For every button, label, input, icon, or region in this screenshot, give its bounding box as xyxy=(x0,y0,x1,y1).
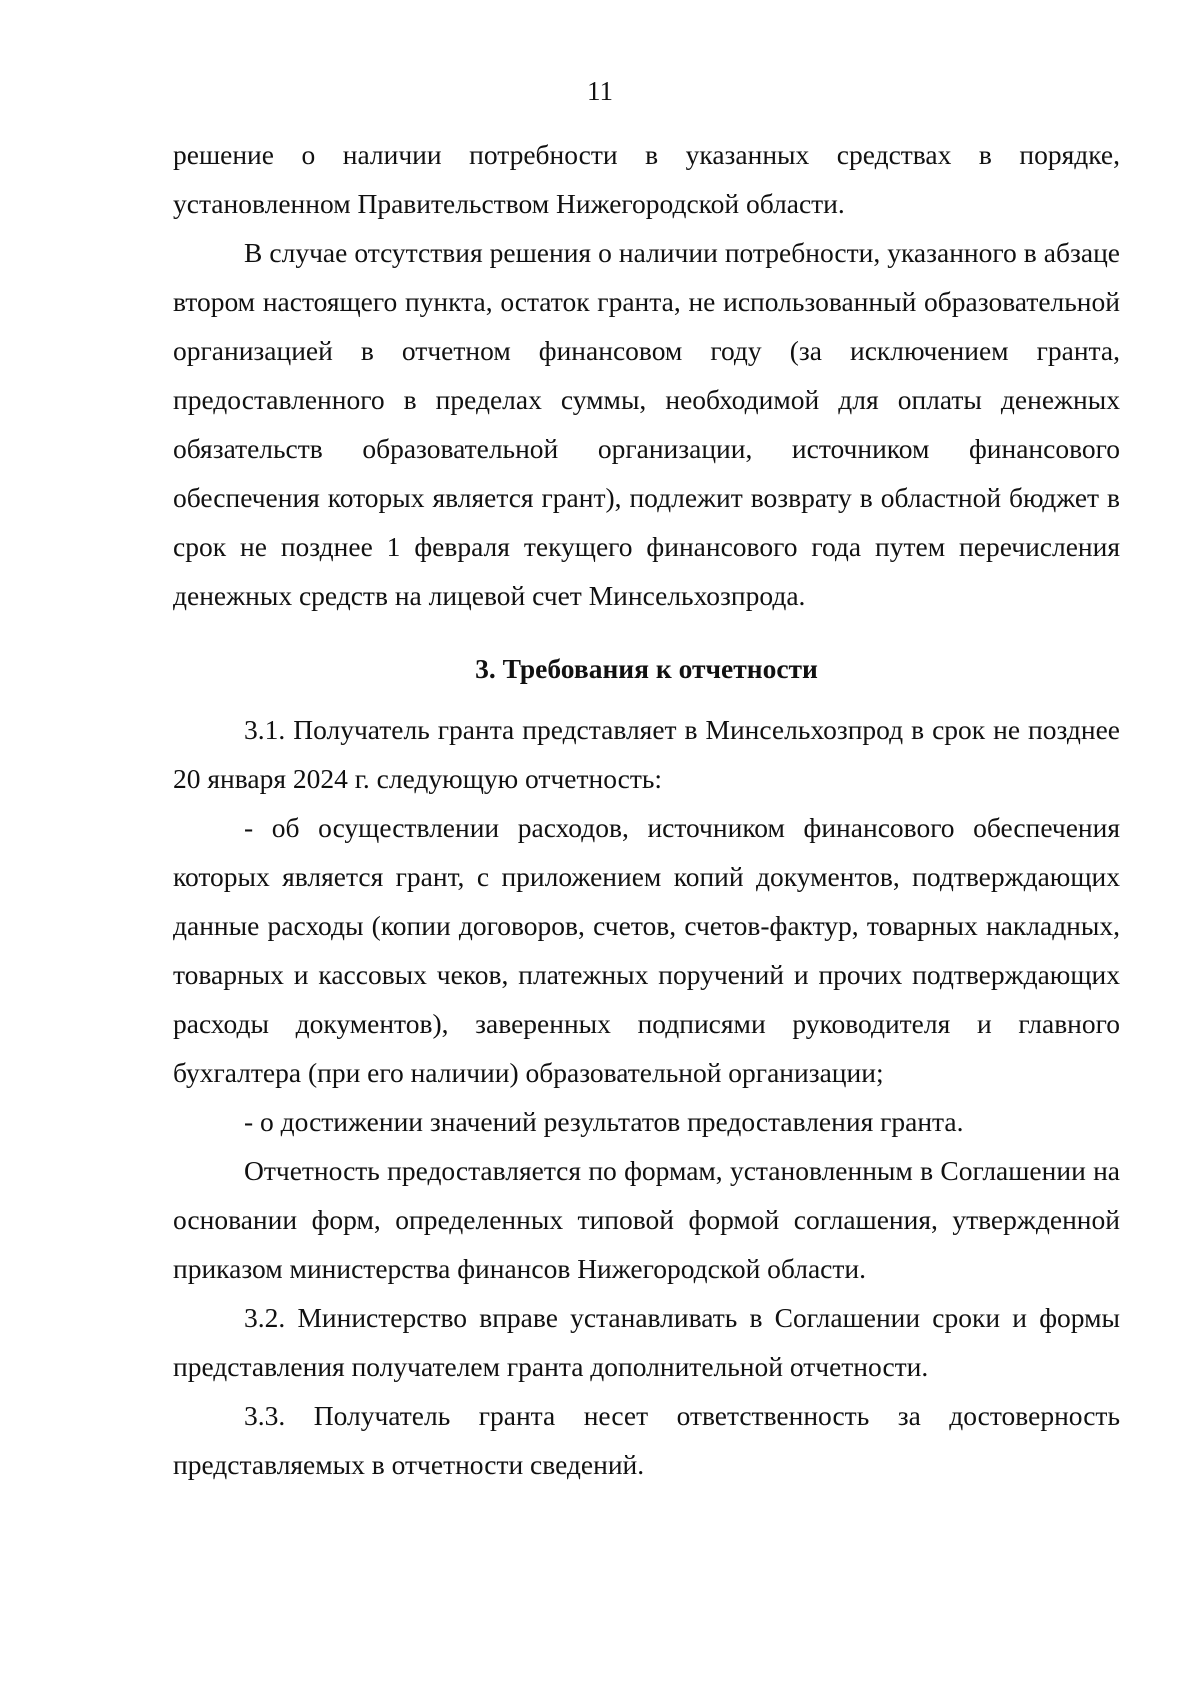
paragraph-continuation: решение о наличии потребности в указанных средствах в порядке, установленном Правительством Нижегородской области. xyxy=(173,139,1120,219)
section-heading-reporting: 3. Требования к отчетности xyxy=(475,653,818,684)
paragraph-3-2: 3.2. Министерство вправе устанавливать в Соглашении сроки и формы представления получателем гранта дополнительной отчетности. xyxy=(173,1302,1120,1382)
list-item-expenses-report: - об осуществлении расходов, источником финансового обеспечения которых является грант, с приложением копий документов, подтверждающих данные расходы (копии договоров, счетов, счетов-фактур, товарных накладных, товарных и кассовых чеков, платежных поручений и прочих подтверждающих расходы документов), заверенных подписями руководителя и главного бухгалтера (при его наличии) образовательной организации; xyxy=(173,812,1120,1088)
list-item-results-report: - о достижении значений результатов предоставления гранта. xyxy=(244,1106,964,1137)
document-body xyxy=(173,130,1120,1489)
paragraph-grant-remainder: В случае отсутствия решения о наличии потребности, указанного в абзаце втором настоящего пункта, остаток гранта, не использованный образовательной организацией в отчетном финансовом году (за исключением гранта, предоставленного в пределах суммы, необходимой для оплаты денежных обязательств образовательной организации, источником финансового обеспечения которых является грант), подлежит возврату в областной бюджет в срок не позднее 1 февраля текущего финансового года путем перечисления денежных средств на лицевой счет Минсельхозпрода. xyxy=(173,237,1120,611)
paragraph-3-1: 3.1. Получатель гранта представляет в Минсельхозпрод в срок не позднее 20 января 2024 г. следующую отчетность: xyxy=(173,714,1120,794)
paragraph-reporting-forms: Отчетность предоставляется по формам, установленным в Соглашении на основании форм, определенных типовой формой соглашения, утвержденной приказом министерства финансов Нижегородской области. xyxy=(173,1155,1120,1284)
paragraph-3-3: 3.3. Получатель гранта несет ответственность за достоверность представляемых в отчетности сведений. xyxy=(173,1400,1120,1480)
page-number: 11 xyxy=(587,76,613,106)
